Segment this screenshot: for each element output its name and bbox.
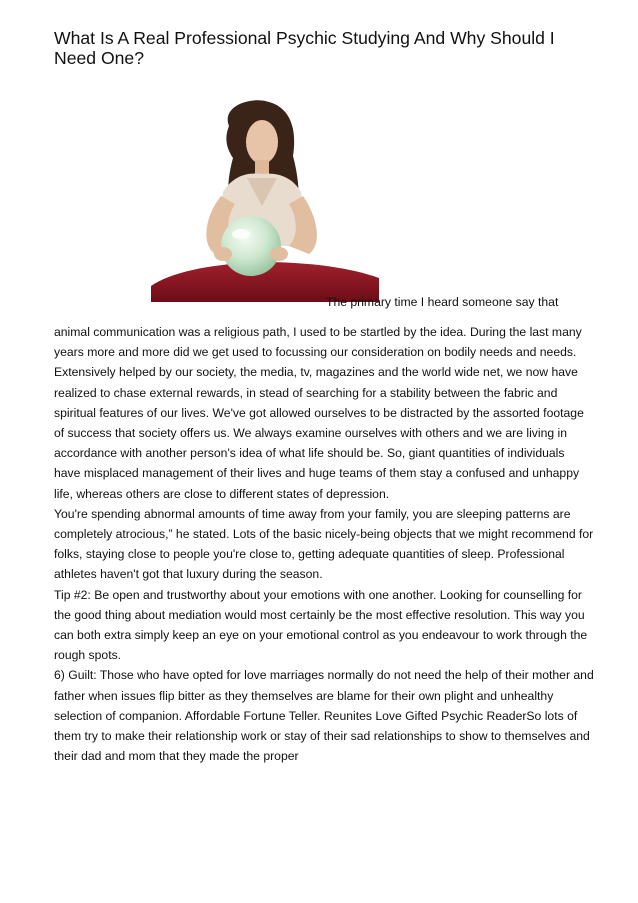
page-title: What Is A Real Professional Psychic Studying And Why Should I Need One? (54, 28, 555, 68)
paragraph-1: animal communication was a religious path, I used to be startled by the idea. During the last many years more and more did we get used to focussing our consideration on bodily needs and needs. Extensively helped by our society, the media, tv, magazines and the world wide net, we now have realized to chase external rewards, in stead of searching for a stability between the fabric and spiritual features of our lives. We've got allowed ourselves to be distracted by the assorted footage of success that society offers us. We always examine ourselves with others and we are living in accordance with another person's idea of what life should be. So, giant quantities of individuals have misplaced management of their lives and huge teams of them stay a confused and unhappy life, whereas others are close to different states of depression. (54, 325, 584, 501)
psychic-photo (151, 96, 379, 302)
paragraph-4: 6) Guilt: Those who have opted for love marriages normally do not need the help of their mother and father when issues flip bitter as they themselves are blame for their own plight and unhealthy selection of companion. Affordable Fortune Teller. Reunites Love Gifted Psychic ReaderSo lots of them try to make their relationship work or stay of their sad relationships to show to themselves and their dad and mom that they made the proper (54, 668, 594, 764)
paragraph-3: Tip #2: Be open and trustworthy about your emotions with one another. Looking for counselling for the good thing about mediation would most certainly be the most effective resolution. This way you can both extra simply keep an eye on your emotional control as you endeavour to work through the rough spots. (54, 587, 588, 663)
paragraph-2: You're spending abnormal amounts of time away from your family, you are sleeping patterns are completely atrocious,” he stated. Lots of the basic nicely-being objects that we might recommend for folks, staying close to people you're close to, getting adequate quantities of sleep. Professional athletes haven't got that luxury during the season. (54, 506, 594, 582)
document-page (54, 28, 594, 766)
figure-row (54, 96, 594, 322)
article-body (54, 322, 594, 766)
first-line-text: The primary time I heard someone say that (326, 295, 559, 309)
psychic-photo-illustration (151, 96, 379, 302)
